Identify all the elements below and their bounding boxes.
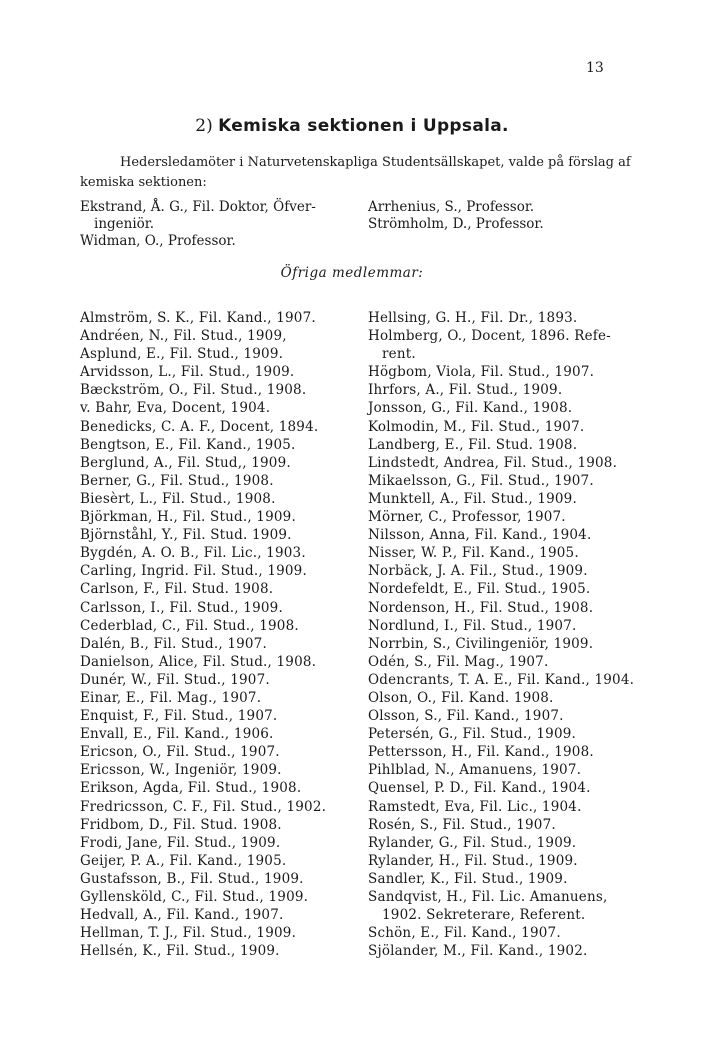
member-entry: Norbäck, J. A. Fil., Stud., 1909. xyxy=(368,563,588,580)
member-entry: Björnståhl, Y., Fil. Stud. 1909. xyxy=(80,527,292,544)
member-entry: Olson, O., Fil. Kand. 1908. xyxy=(368,689,554,706)
member-entry: Carling, Ingrid. Fil. Stud., 1909. xyxy=(80,563,307,580)
member-entry: Mörner, C., Professor, 1907. xyxy=(368,509,566,526)
member-entry: Nordlund, I., Fil. Stud., 1907. xyxy=(368,617,577,634)
member-entry: Lindstedt, Andrea, Fil. Stud., 1908. xyxy=(368,454,618,471)
member-entry: Fridbom, D., Fil. Stud. 1908. xyxy=(80,816,282,833)
member-entry: Carlsson, I., Fil. Stud., 1909. xyxy=(80,599,283,616)
members-list-right xyxy=(368,309,658,960)
member-entry: Einar, E., Fil. Mag., 1907. xyxy=(80,689,262,706)
member-entry: v. Bahr, Eva, Docent, 1904. xyxy=(80,400,271,417)
member-entry: Sandqvist, H., Fil. Lic. Amanuens, xyxy=(368,889,608,905)
other-members-heading: Öfriga medlemmar: xyxy=(280,265,424,281)
member-entry: Petersén, G., Fil. Stud., 1909. xyxy=(368,726,577,743)
honorary-entry: Arrhenius, S., Professor. xyxy=(368,199,535,215)
member-entry: Gyllensköld, C., Fil. Stud., 1909. xyxy=(80,889,309,905)
member-entry: Bengtson, E., Fil. Kand., 1905. xyxy=(80,436,296,453)
member-entry: Pettersson, H., Fil. Kand., 1908. xyxy=(368,744,594,761)
member-entry: Dalén, B., Fil. Stud., 1907. xyxy=(80,635,267,652)
member-entry: Andréen, N., Fil. Stud., 1909, xyxy=(80,328,287,345)
member-entry: Frodi, Jane, Fil. Stud., 1909. xyxy=(80,834,281,851)
member-entry: Enquist, F., Fil. Stud., 1907. xyxy=(80,708,278,725)
member-entry: Hedvall, A., Fil. Kand., 1907. xyxy=(80,907,284,924)
member-entry: Quensel, P. D., Fil. Kand., 1904. xyxy=(368,780,591,797)
intro-paragraph: Hedersledamöter i Naturvetenskapliga Studentsällskapet, valde på förslag af kemiska sektionen: xyxy=(80,155,631,190)
member-entry: Högbom, Viola, Fil. Stud., 1907. xyxy=(368,364,595,381)
honorary-entry: Widman, O., Professor. xyxy=(80,233,236,249)
member-entry: Holmberg, O., Docent, 1896. Refe- xyxy=(368,328,611,345)
member-entry: Sjölander, M., Fil. Kand., 1902. xyxy=(368,943,588,960)
member-entry: Schön, E., Fil. Kand., 1907. xyxy=(368,925,561,942)
member-entry: Odén, S., Fil. Mag., 1907. xyxy=(368,653,549,670)
member-entry: Ericsson, W., Ingeniör, 1909. xyxy=(80,762,282,779)
member-entry: Biesèrt, L., Fil. Stud., 1908. xyxy=(80,490,276,507)
member-entry: Fredricsson, C. F., Fil. Stud., 1902. xyxy=(80,798,327,815)
honorary-entry: Strömholm, D., Professor. xyxy=(368,216,544,232)
member-entry: Gustafsson, B., Fil. Stud., 1909. xyxy=(80,870,304,887)
member-entry: Ihrfors, A., Fil. Stud., 1909. xyxy=(368,382,563,399)
member-entry: Cederblad, C., Fil. Stud., 1908. xyxy=(80,617,299,634)
member-entry: Björkman, H., Fil. Stud., 1909. xyxy=(80,509,296,526)
member-entry: Olsson, S., Fil. Kand., 1907. xyxy=(368,708,564,725)
member-entry: Asplund, E., Fil. Stud., 1909. xyxy=(80,346,284,363)
member-entry: Sandler, K., Fil. Stud., 1909. xyxy=(368,870,568,887)
member-entry: Rylander, G., Fil. Stud., 1909. xyxy=(368,834,577,851)
honorary-members-right xyxy=(368,199,648,233)
member-entry: Rylander, H., Fil. Stud., 1909. xyxy=(368,852,578,869)
member-entry: Ericson, O., Fil. Stud., 1907. xyxy=(80,744,280,761)
member-entry: Rosén, S., Fil. Stud., 1907. xyxy=(368,816,556,833)
honorary-members-left xyxy=(80,199,350,250)
members-list-left xyxy=(80,309,360,960)
section-name: Kemiska sektionen i Uppsala. xyxy=(218,116,509,136)
honorary-entry-continuation: ingeniör. xyxy=(94,216,155,232)
section-number: 2) xyxy=(195,116,213,136)
member-entry: Odencrants, T. A. E., Fil. Kand., 1904. xyxy=(368,671,635,688)
member-entry: Danielson, Alice, Fil. Stud., 1908. xyxy=(80,653,317,670)
member-entry: Kolmodin, M., Fil. Stud., 1907. xyxy=(368,418,585,435)
member-entry: Norrbin, S., Civilingeniör, 1909. xyxy=(368,635,594,652)
section-title xyxy=(0,116,704,136)
member-entry: Hellman, T. J., Fil. Stud., 1909. xyxy=(80,925,297,942)
member-entry: Geijer, P. A., Fil. Kand., 1905. xyxy=(80,852,287,869)
member-entry: Bygdén, A. O. B., Fil. Lic., 1903. xyxy=(80,545,306,562)
member-entry: Landberg, E., Fil. Stud. 1908. xyxy=(368,436,578,453)
member-entry: 1902. Sekreterare, Referent. xyxy=(382,907,586,924)
member-entry: Erikson, Agda, Fil. Stud., 1908. xyxy=(80,780,302,797)
member-entry: Berglund, A., Fil. Stud,, 1909. xyxy=(80,454,291,471)
member-entry: Hellsén, K., Fil. Stud., 1909. xyxy=(80,943,280,960)
member-entry: Pihlblad, N., Amanuens, 1907. xyxy=(368,762,582,779)
member-entry: Arvidsson, L., Fil. Stud., 1909. xyxy=(80,364,295,381)
member-entry: Nisser, W. P., Fil. Kand., 1905. xyxy=(368,545,579,562)
member-entry: Nordenson, H., Fil. Stud., 1908. xyxy=(368,599,594,616)
member-entry: Bæckström, O., Fil. Stud., 1908. xyxy=(80,382,307,399)
member-entry: Nilsson, Anna, Fil. Kand., 1904. xyxy=(368,527,592,544)
page-number: 13 xyxy=(586,60,604,76)
member-entry: Jonsson, G., Fil. Kand., 1908. xyxy=(368,400,573,417)
member-entry: Munktell, A., Fil. Stud., 1909. xyxy=(368,490,577,507)
member-entry: Ramstedt, Eva, Fil. Lic., 1904. xyxy=(368,798,582,815)
member-entry: Envall, E., Fil. Kand., 1906. xyxy=(80,726,274,743)
member-entry: Benedicks, C. A. F., Docent, 1894. xyxy=(80,418,319,435)
honorary-entry: Ekstrand, Å. G., Fil. Doktor, Öfver- xyxy=(80,199,316,215)
member-entry: Carlson, F., Fil. Stud. 1908. xyxy=(80,581,274,598)
member-entry: rent. xyxy=(382,346,416,363)
member-entry: Almström, S. K., Fil. Kand., 1907. xyxy=(80,310,316,326)
member-entry: Mikaelsson, G., Fil. Stud., 1907. xyxy=(368,472,594,489)
member-entry: Berner, G., Fil. Stud., 1908. xyxy=(80,472,274,489)
member-entry: Hellsing, G. H., Fil. Dr., 1893. xyxy=(368,310,578,326)
member-entry: Nordefeldt, E., Fil. Stud., 1905. xyxy=(368,581,591,598)
member-entry: Dunér, W., Fil. Stud., 1907. xyxy=(80,671,270,688)
